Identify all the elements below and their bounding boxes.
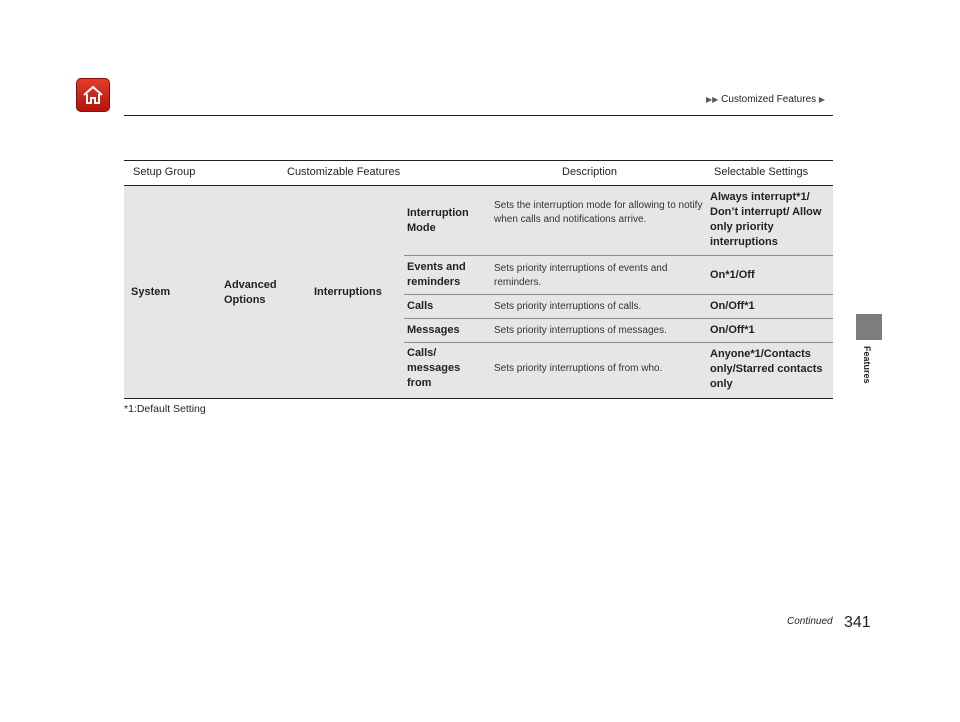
footnote: *1:Default Setting [124, 403, 206, 415]
header-selectable-settings: Selectable Settings [714, 166, 809, 178]
table-row [404, 295, 833, 319]
subgroup-advanced-options: Advanced Options [224, 279, 277, 306]
settings-cell: On/Off*1 [710, 300, 755, 312]
table-body [124, 186, 833, 399]
header-description: Description [562, 166, 618, 178]
feature-calls-messages-from: Calls/ messages from [407, 347, 461, 389]
header-customizable-features: Customizable Features [287, 166, 401, 178]
continued-label: Continued [787, 616, 833, 627]
breadcrumb-link[interactable]: Customized Features [721, 94, 817, 105]
description-cell: Sets priority interruptions of messages. [494, 325, 667, 336]
table-row [404, 343, 833, 398]
description-cell: Sets the interruption mode for allowing to notify when calls and notifications arrive. [494, 200, 703, 225]
feature-events-and-reminders: Events and reminders [407, 261, 466, 288]
table-row [404, 256, 833, 295]
table-row [404, 319, 833, 343]
settings-cell: Anyone*1/Contacts only/Starred contacts only [710, 348, 823, 390]
description-cell: Sets priority interruptions of calls. [494, 301, 642, 312]
group-system: System [131, 286, 171, 298]
feature-interruption-mode: Interruption Mode [407, 207, 469, 234]
header-divider [124, 115, 833, 116]
breadcrumb[interactable] [706, 94, 825, 105]
description-cell: Sets priority interruptions of events and reminders. [494, 263, 668, 288]
home-icon[interactable] [76, 78, 110, 112]
section-tab-label: Features [862, 346, 872, 384]
settings-cell: Always interrupt*1/ Don’t interrupt/ Allow only priority interruptions [710, 191, 822, 248]
header-setup-group: Setup Group [133, 166, 196, 178]
breadcrumb-arrow-icon: ▶▶ [706, 95, 719, 104]
feature-messages: Messages [407, 324, 460, 336]
description-cell: Sets priority interruptions of from who. [494, 363, 663, 374]
table-header [124, 160, 833, 186]
settings-cell: On*1/Off [710, 269, 755, 281]
breadcrumb-end-arrow-icon: ▶ [818, 95, 826, 104]
table-row [404, 186, 833, 256]
settings-cell: On/Off*1 [710, 324, 755, 336]
feature-calls: Calls [407, 300, 434, 312]
section-tab-marker[interactable] [856, 314, 882, 340]
customization-table [124, 160, 833, 399]
subgroup-interruptions: Interruptions [314, 286, 382, 298]
page-number: 341 [844, 614, 871, 631]
